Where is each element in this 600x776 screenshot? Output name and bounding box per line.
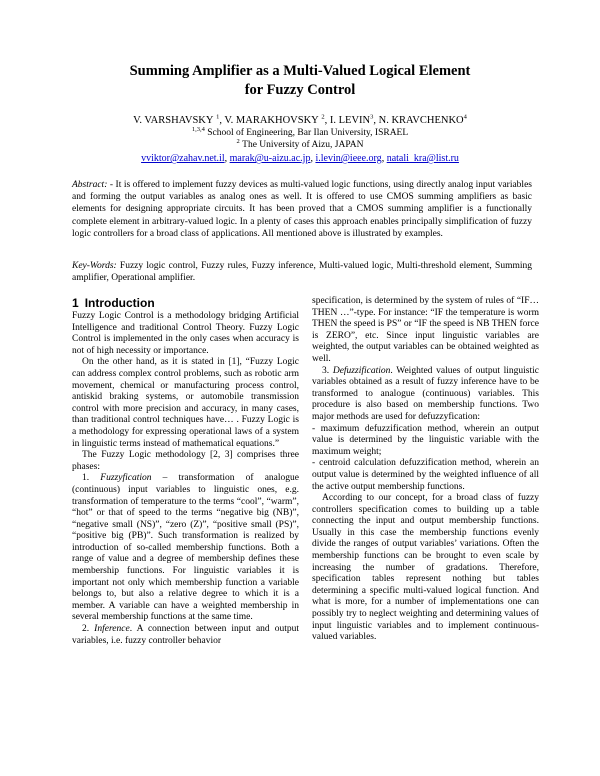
abstract-text: - It is offered to implement fuzzy devices as multi-valued logic functions, using directly analog input variables and forming the output variables as analog ones as well. It is offered to use CMOS summing amplifiers as basic elements for designing appropriate circuits. It has been proved that a CMOS summing amplifier is a functionally complete element in arbitrary-valued logic. In a plenty of cases this approach enables principally simplification of fuzzy logic controllers for a broad class of applications. All mentioned above is illustrated by examples. (72, 180, 532, 239)
paragraph (72, 624, 299, 647)
paragraph-text: . A connection between input and output variables, i.e. fuzzy controller behavior (72, 624, 299, 646)
affiliation (40, 139, 560, 151)
title-line-1: Summing Amplifier as a Multi-Valued Logical Element (129, 63, 471, 79)
section-number: 1 (72, 296, 79, 310)
list-number: 1. (82, 473, 101, 484)
paper-title (40, 62, 560, 100)
email-list: vviktor@zahav.net.il, marak@u-aizu.ac.jp, i.levin@ieee.org, natali_kra@list.ru (141, 153, 459, 164)
title-line-2: for Fuzzy Control (244, 82, 356, 98)
section-title: Introduction (84, 296, 155, 310)
term: Defuzzification (332, 365, 391, 376)
paragraph: The Fuzzy Logic methodology [2, 3] comprises three phases: (72, 450, 299, 472)
affiliation-superscript: 2 (236, 137, 240, 145)
paragraph-text: – transformation of analogue (continuous) input variables to linguistic ones, e.g. transformation of temperature to the terms “cool”, “warm”, “hot” or that of speed to the terms “negative big (NB)”, “negative small (NS)”, “zero (Z)”, “positive small (PS)”, “positive big (PB)”. Such transformation is realized by introduction of so-called membership functions. Both a range of value and a degree of membership defines these membership functions. For linguistic variables it is important not only which membership function a variable belongs to, but also a relative degree to which it is a member. A variable can have a weighted membership in several membership functions at the same time. (72, 473, 299, 623)
author-superscript: 1 (216, 113, 220, 121)
left-column (72, 296, 299, 647)
paragraph (312, 366, 539, 424)
author-superscript: 3 (370, 113, 374, 121)
email-link[interactable]: i.levin@ieee.org (315, 153, 382, 164)
term: Inference (94, 624, 130, 635)
affiliation-text: School of Engineering, Bar Ilan University, ISRAEL (207, 128, 409, 138)
email-link[interactable]: vviktor@zahav.net.il (141, 153, 225, 164)
section-heading (72, 296, 299, 310)
author-superscript: 4 (463, 113, 467, 121)
author-name: I. LEVIN (329, 115, 371, 126)
paragraph: On the other hand, as it is stated in [1], “Fuzzy Logic can address complex control problems, such as robotic arm movement, chemical or manufacturing process control, antiskid braking systems, or automobile transmission control with more precision and accuracy, in many cases, than traditional control techniques have… . Fuzzy Logic is a methodology for expressing operational laws of a system in linguistic terms instead of mathematical equations.” (72, 357, 299, 449)
paragraph: According to our concept, for a broad class of fuzzy controllers specification comes to building up a table connecting the input and output membership functions. Usually in this case the membership functions evenly divide the ranges of output variables’ variations. Often the membership functions can be brought to even scale by increasing the number of gradations. Therefore, specification tables represent nothing but tables determining a specific multi-valued logical function. And what is more, for a number of implementations one can possibly try to neglect weighting and determining values of input linguistic variables and to implement continuous-valued variables. (312, 493, 539, 643)
keywords (72, 260, 532, 284)
author-superscript: 2 (321, 113, 325, 121)
keywords-label: Key-Words: (72, 261, 117, 271)
term: Fuzzyfication (100, 473, 152, 484)
paragraph: - centroid calculation defuzzification method, wherein an output value is determined by the weighted influence of all the active output membership functions. (312, 458, 539, 492)
paragraph (72, 473, 299, 624)
affiliation-text: The University of Aizu, JAPAN (242, 140, 364, 150)
email-link[interactable]: marak@u-aizu.ac.jp (229, 153, 311, 164)
list-number: 2. (82, 624, 95, 635)
paragraph: - maximum defuzzification method, wherein an output value is determined by the linguistic variable with the maximum weight; (312, 423, 539, 457)
paragraph: specification, is determined by the system of rules of “IF… THEN …”-type. For instance: “IF the temperature is worm THEN the speed is PS” or “IF the speed is NB THEN force is ZERO”, etc. Since input linguistic variables are weighted, the output variables can be obtained weighted as well. (312, 296, 539, 364)
author-name: V. MARAKHOVSKY (224, 115, 319, 126)
paragraph-text: . Weighted values of output linguistic variables obtained as a result of fuzzy inference have to be transformed to analogue (continuous) variables. This procedure is also based on membership functions. Two major methods are used for defuzzyfication: (312, 365, 540, 422)
email-link[interactable]: natali_kra@list.ru (386, 153, 459, 164)
keywords-text: Fuzzy logic control, Fuzzy rules, Fuzzy inference, Multi-valued logic, Multi-threshold element, Summing amplifier, Operational amplifier. (72, 261, 532, 284)
author-name: V. VARSHAVSKY (133, 115, 214, 126)
paragraph: Fuzzy Logic Control is a methodology bridging Artificial Intelligence and traditional Control Theory. Fuzzy Logic Control is implemented in the only cases when accuracy is not of high necessity or importance. (72, 311, 299, 356)
list-number: 3. (322, 365, 333, 376)
right-column (312, 296, 539, 644)
abstract (72, 179, 532, 240)
affiliation-superscript: 1,3,4 (191, 125, 205, 133)
abstract-label: Abstract: (72, 180, 108, 190)
author-name: N. KRAVCHENKO (378, 115, 464, 126)
author-list: V. VARSHAVSKY $^1$, V. MARAKHOVSKY $^2$, I. LEVIN$^3$, N. KRAVCHENKO$^4$ (133, 113, 467, 126)
affiliation (40, 127, 560, 139)
